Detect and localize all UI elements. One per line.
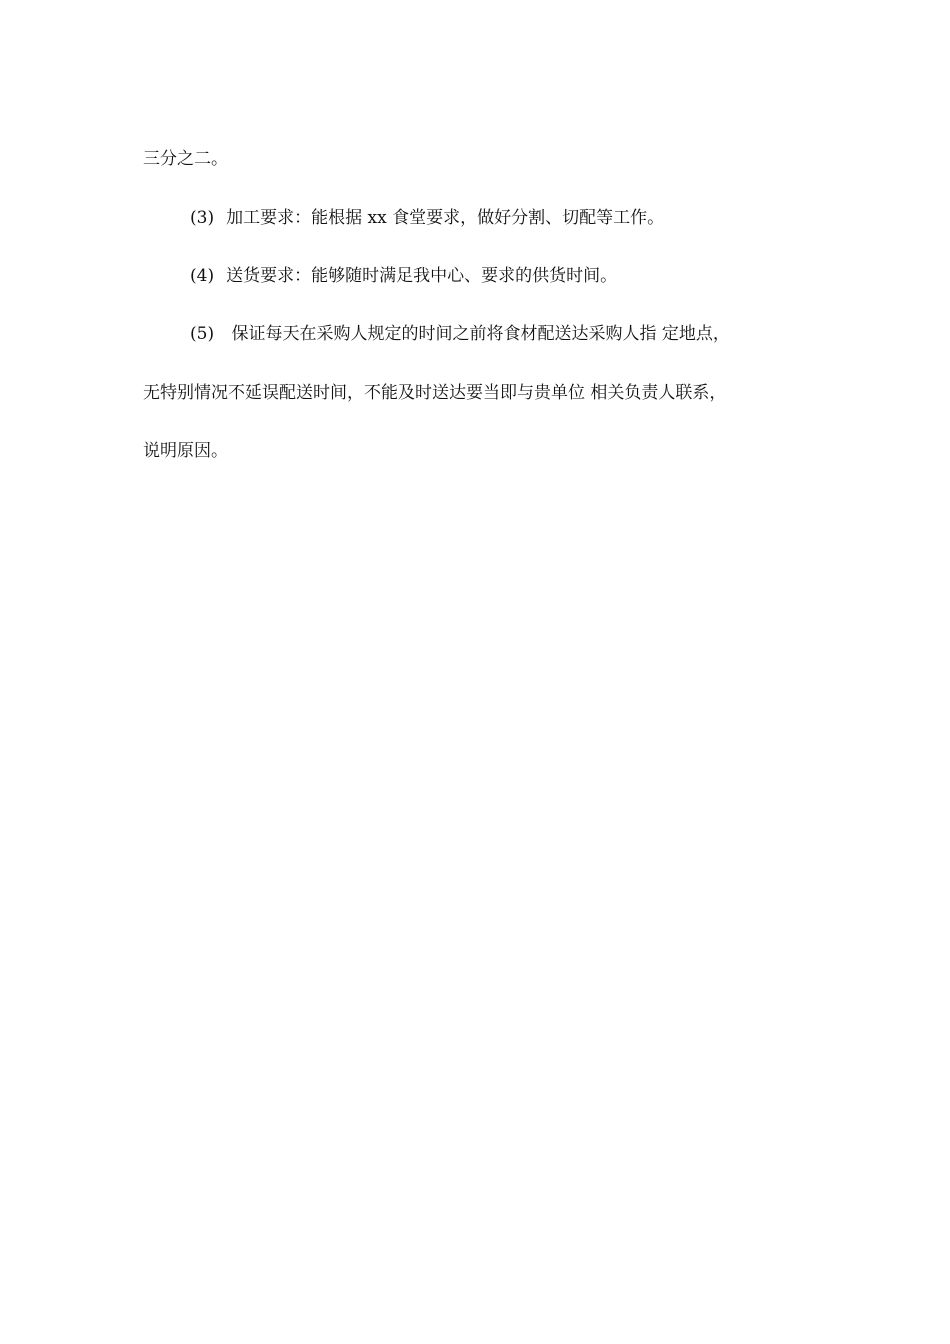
item-number: (4) — [190, 266, 215, 286]
item-number: (5) — [190, 324, 215, 344]
text-line-continuation — [143, 381, 808, 405]
item-text: 送货要求：能够随时满足我中心、要求的供货时间。 — [226, 266, 618, 286]
list-item-5 — [190, 322, 855, 346]
text-line-continuation — [143, 147, 808, 171]
text-line-continuation — [143, 439, 808, 463]
line-text: 说明原因。 — [143, 441, 228, 461]
list-item-3 — [190, 206, 855, 230]
item-number: (3) — [190, 208, 215, 228]
line-text: 三分之二。 — [143, 149, 228, 169]
line-text: 无特别情况不延误配送时间，不能及时送达要当即与贵单位 相关负责人联系， — [143, 383, 727, 403]
item-text: 加工要求：能根据 xx 食堂要求，做好分割、切配等工作。 — [226, 208, 665, 228]
list-item-4 — [190, 264, 855, 288]
item-text: 保证每天在采购人规定的时间之前将食材配送达采购人指 定地点， — [226, 324, 730, 344]
